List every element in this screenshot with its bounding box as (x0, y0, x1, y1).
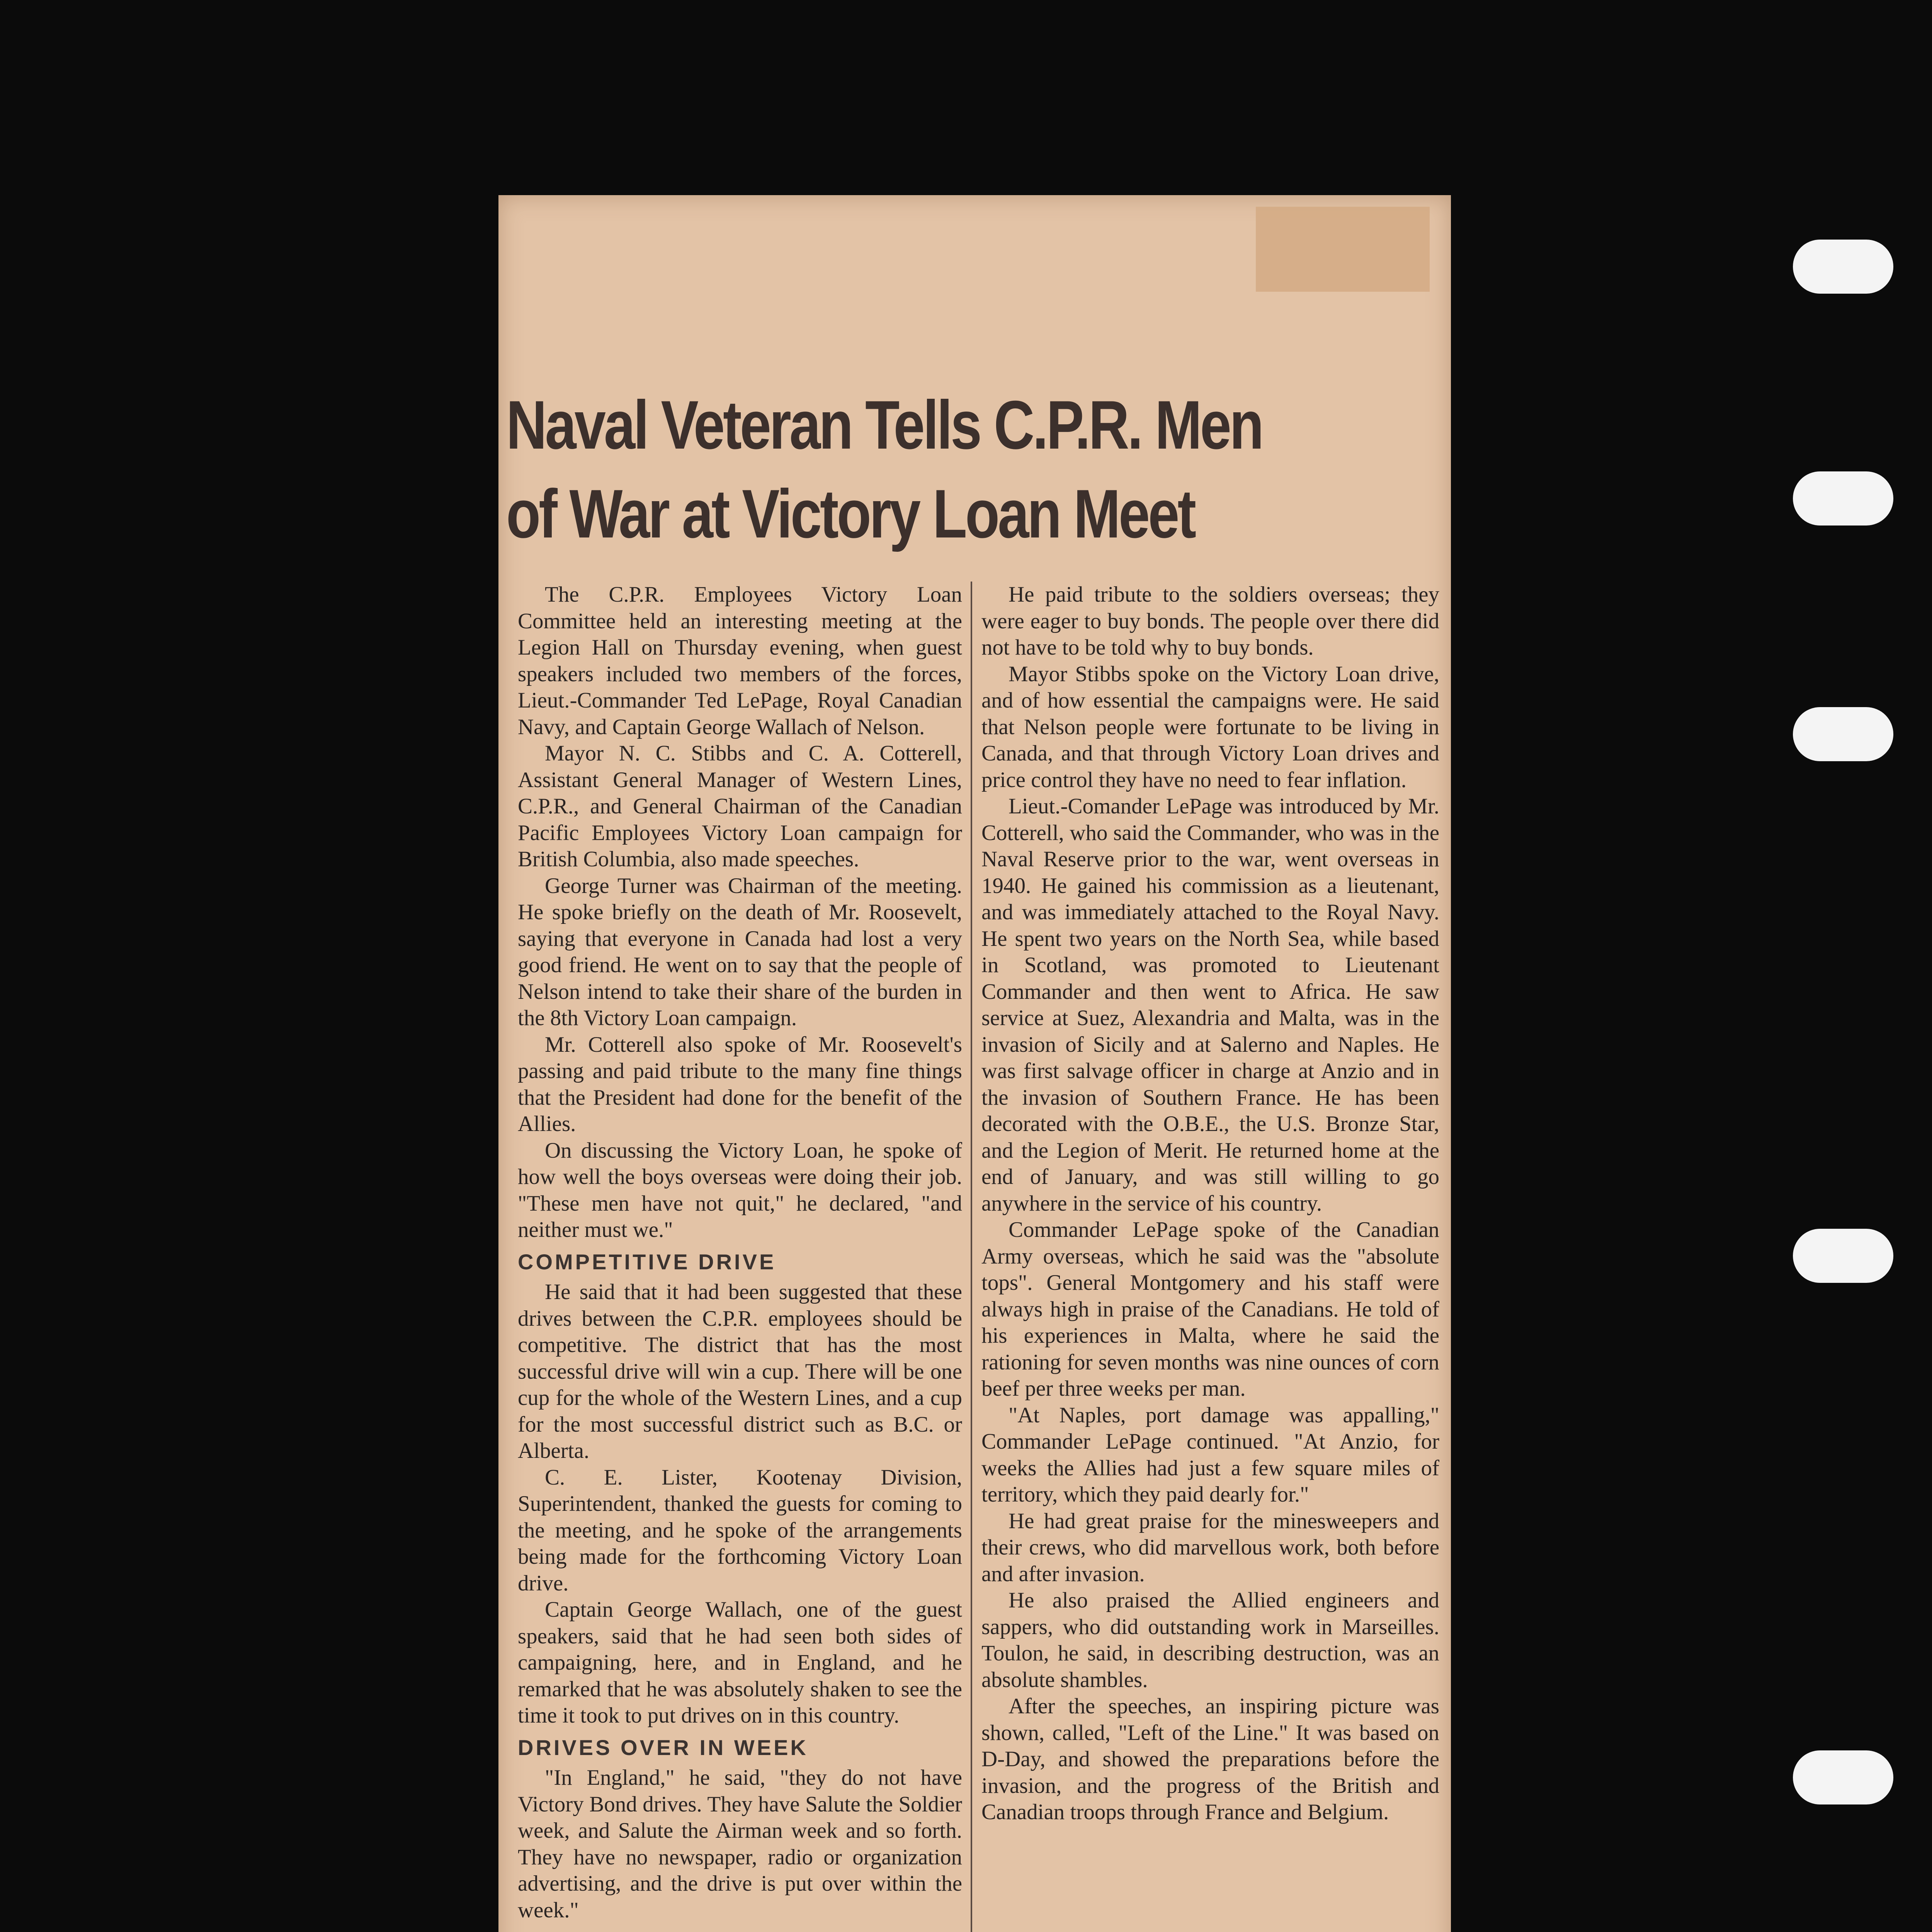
binder-hole (1793, 471, 1893, 526)
paragraph: "In England," he said, "they do not have Victory Bond drives. They have Salute the Soldier week, and Salute the Airman week and so forth. They have no newspaper, radio or organization advertising, and the drive is put over within the week." (518, 1765, 962, 1922)
paragraph: The C.P.R. Employees Victory Loan Committee held an interesting meeting at the Legion Hall on Thursday evening, when guest speakers included two members of the forces, Lieut.-Commander Ted LePage, Royal Canadian Navy, and Captain George Wallach of Nelson. (518, 582, 962, 739)
subheading: DRIVES OVER IN WEEK (518, 1735, 808, 1760)
paragraph: Captain George Wallach, one of the guest speakers, said that he had seen both sides of campaigning, here, and in England, and he remarked that he was absolutely shaken to see the time it took to put drives on in this country. (518, 1597, 962, 1728)
paragraph: C. E. Lister, Kootenay Division, Superintendent, thanked the guests for coming to the meeting, and he spoke of the arrangements being made for the forthcoming Victory Loan drive. (518, 1465, 962, 1595)
column-rule (971, 582, 972, 1932)
binder-hole (1793, 240, 1893, 294)
paragraph: George Turner was Chairman of the meeting. He spoke briefly on the death of Mr. Roosevelt, saying that everyone in Canada had lost a very good friend. He went on to say that the people of Nelson intend to take their share of the burden in the 8th Victory Loan campaign. (518, 873, 962, 1030)
binder-hole (1793, 1750, 1893, 1804)
left-column (518, 582, 962, 1923)
headline-line-1: Naval Veteran Tells C.P.R. Men (506, 386, 1262, 463)
paragraph: Mr. Cotterell also spoke of Mr. Roosevelt's passing and paid tribute to the many fine things that the President had done for the benefit of the Allies. (518, 1032, 962, 1136)
paragraph: Commander LePage spoke of the Canadian Army overseas, which he said was the "absolute tops". General Montgomery and his staff were always high in praise of the Canadians. He told of his experiences in Malta, where he said the rationing for seven months was nine ounces of corn beef per three weeks per man. (981, 1218, 1439, 1401)
paragraph: Lieut.-Comander LePage was introduced by Mr. Cotterell, who said the Commander, who was in the Naval Reserve prior to the war, went overseas in 1940. He gained his commission as a lieutenant, and was immediately attached to the Royal Navy. He spent two years on the North Sea, while based in Scotland, was promoted to Lieutenant Commander and then went to Africa. He saw service at Suez, Alexandria and Malta, was in the invasion of Sicily and at Salerno and Naples. He was first salvage officer in charge at Anzio and in the invasion of Southern France. He has been decorated with the O.B.E., the U.S. Bronze Star, and the Legion of Merit. He returned home at the end of January, and was still willing to go anywhere in the service of his country. (981, 794, 1439, 1216)
paragraph: He had great praise for the minesweepers and their crews, who did marvellous work, both before and after invasion. (981, 1509, 1439, 1586)
paragraph: On discussing the Victory Loan, he spoke of how well the boys overseas were doing their job. "These men have not quit," he declared, "and neither must we." (518, 1138, 962, 1242)
paragraph: He also praised the Allied engineers and sappers, who did outstanding work in Marseilles. Toulon, he said, in describing destruction, was an absolute shambles. (981, 1588, 1439, 1692)
paragraph: He said that it had been suggested that these drives between the C.P.R. employees should be competitive. The district that has the most successful drive will win a cup. There will be one cup for the whole of the Western Lines, and a cup for the most successful district such as B.C. or Alberta. (518, 1280, 962, 1463)
headline-line-2: of War at Victory Loan Meet (506, 475, 1195, 552)
newspaper-clipping (498, 195, 1451, 1932)
binder-hole (1793, 707, 1893, 761)
right-column (981, 582, 1439, 1826)
paragraph: After the speeches, an inspiring picture was shown, called, "Left of the Line." It was based on D-Day, and showed the preparations before the invasion, and the progress of the British and Canadian troops through France and Belgium. (981, 1694, 1439, 1824)
paragraph: He paid tribute to the soldiers overseas; they were eager to buy bonds. The people over there did not have to be told why to buy bonds. (981, 582, 1439, 660)
paragraph: Mayor N. C. Stibbs and C. A. Cotterell, Assistant General Manager of Western Lines, C.P.R., and General Chairman of the Canadian Pacific Employees Victory Loan campaign for British Columbia, also made speeches. (518, 741, 962, 871)
paragraph: Mayor Stibbs spoke on the Victory Loan drive, and of how essential the campaigns were. He said that Nelson people were fortunate to be living in Canada, and that through Victory Loan drives and price control they have no need to fear inflation. (981, 662, 1439, 792)
tape-mark (1256, 207, 1430, 292)
article-headline (506, 381, 1273, 558)
binder-hole (1793, 1229, 1893, 1283)
subheading: COMPETITIVE DRIVE (518, 1249, 776, 1274)
paragraph: "At Naples, port damage was appalling," Commander LePage continued. "At Anzio, for weeks the Allies had just a few square miles of territory, which they paid dearly for." (981, 1403, 1439, 1507)
